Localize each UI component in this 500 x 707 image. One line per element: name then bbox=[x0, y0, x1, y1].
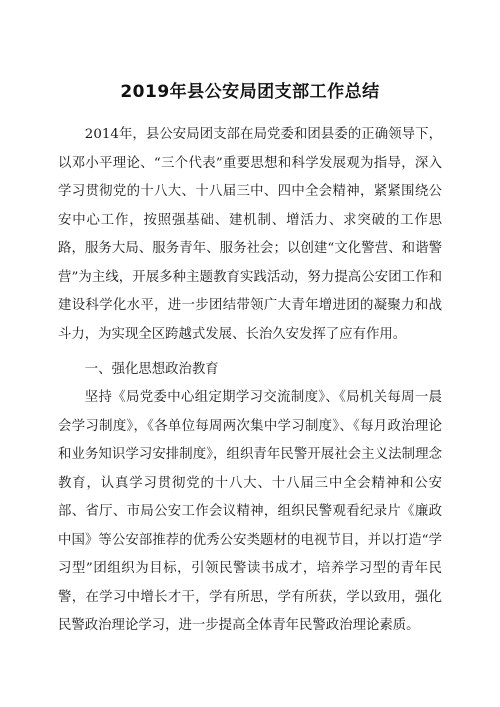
section-heading: 一、强化思想政治教育 bbox=[84, 362, 219, 377]
document-title: 2019年县公安局团支部工作总结 bbox=[120, 82, 380, 102]
intro-paragraph: 2014年，县公安局团支部在局党委和团县委的正确领导下，以邓小平理论、“三个代表”重要思想和科学发展观为指导，深入学习贯彻党的十八大、十八届三中、四中全会精神，紧紧围绕公安中心工作，按照强基础、建机制、增活力、求突破的工作思路，服务大局、服务青年、服务社会；以创建“文化警营、和谐警营”为主线，开展多种主题教育实践活动，努力提高公安团工作和建设科学化水平，进一步团结带领广大青年增进团的凝聚力和战斗力，为实现全区跨越式发展、长治久安发挥了应有作用。 bbox=[58, 127, 442, 342]
section-paragraph: 坚持《局党委中心组定期学习交流制度》、《局机关每周一晨会学习制度》，《各单位每周两次集中学习制度》、《每月政治理论和业务知识学习安排制度》，组织青年民警开展社会主义法制理念教育，认真学习贯彻党的十八大、十八届三中全会精神和公安部、省厅、市局公安工作会议精神，组织民警观看纪录片《廉政中国》等公安部推荐的优秀公安类题材的电视节目，并以打造“学习型”团组织为目标，引领民警读书成才，培养学习型的青年民警，在学习中增长才干，学有所思，学有所获，学以致用，强化民警政治理论学习，进一步提高全体青年民警政治理论素质。 bbox=[58, 390, 442, 633]
